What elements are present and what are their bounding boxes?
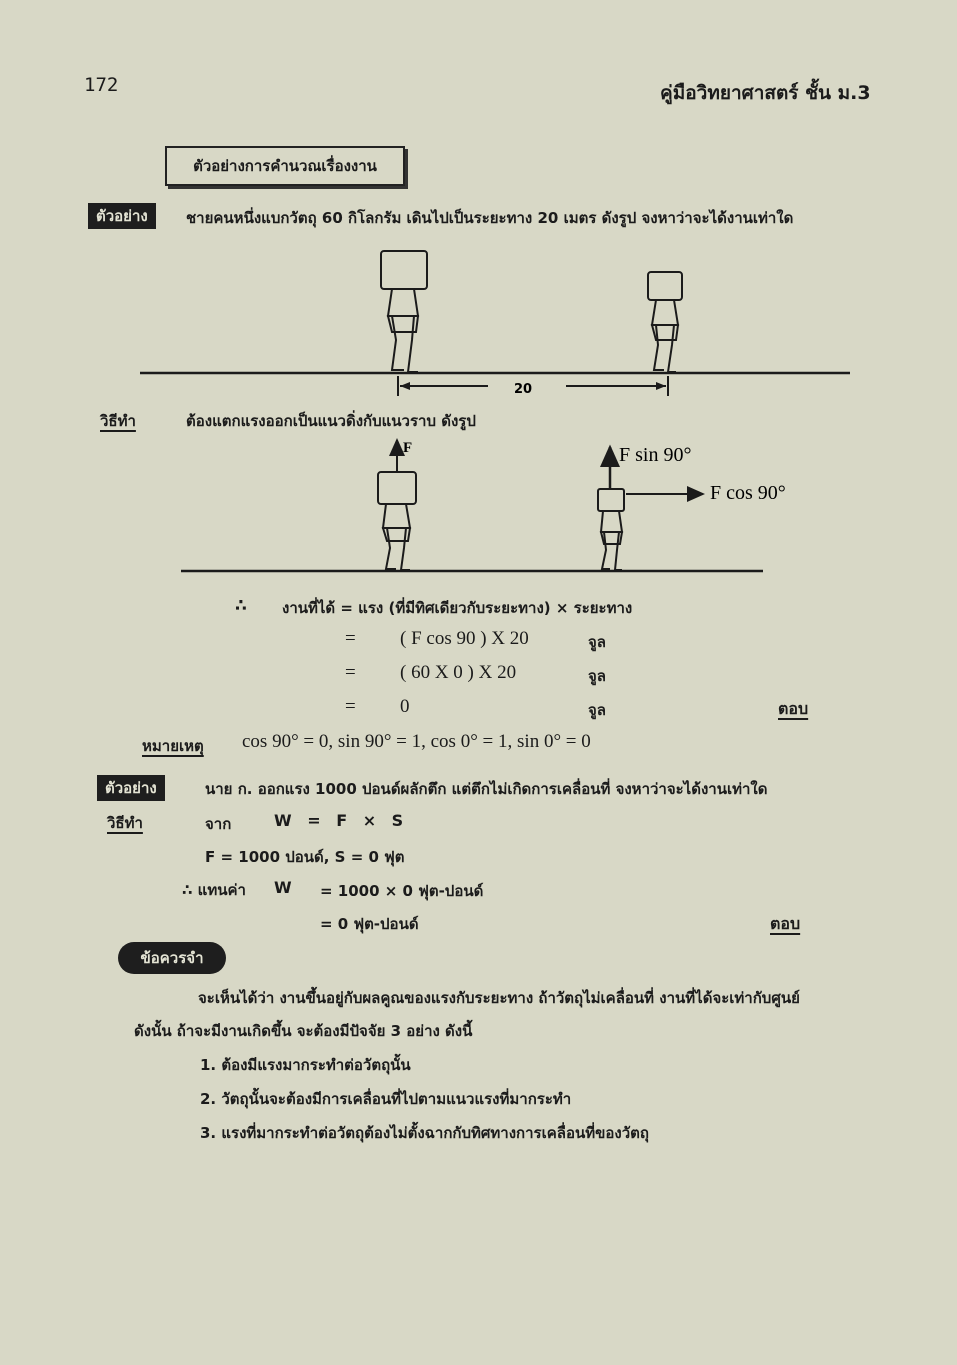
man-with-force [378, 472, 416, 570]
vertical-component-label: F sin 90° [619, 444, 692, 466]
equals-sign: = [345, 628, 356, 649]
running-header: คู่มือวิทยาศาสตร์ ชั้น ม.3 [660, 82, 871, 104]
equals-sign: = [345, 662, 356, 683]
force-label: F [403, 440, 413, 456]
man-carrying-box-start [381, 251, 427, 372]
equals-sign: = [345, 696, 356, 717]
substitute-line-1: = 1000 × 0 ฟุต-ปอนด์ [320, 882, 484, 900]
substitute-label: ∴ แทนค่า [182, 881, 246, 899]
work-symbol: W [274, 878, 292, 897]
substitute-line-2: = 0 ฟุต-ปอนด์ [320, 915, 419, 933]
calc-line-3: 0 [400, 696, 410, 717]
example-question: ชายคนหนึ่งแบกวัตถุ 60 กิโลกรัม เดินไปเป็นระยะทาง 20 เมตร ดังรูป จงหาว่าจะได้งานเท่าใด [186, 209, 794, 227]
reminder-item: 2. วัตถุนั้นจะต้องมีการเคลื่อนที่ไปตามแนวแรงที่มากระทำ [200, 1090, 572, 1108]
work-formula: W = F × S [274, 811, 404, 830]
example-question: นาย ก. ออกแรง 1000 ปอนด์ผลักตึก แต่ตึกไม่เกิดการเคลื่อนที่ จงหาว่าจะได้งานเท่าใด [205, 780, 768, 798]
answer-label: ตอบ [770, 914, 801, 933]
figure-walking-man [140, 251, 850, 397]
note-text: cos 90° = 0, sin 90° = 1, cos 0° = 1, sin 0° = 0 [242, 731, 591, 752]
therefore-symbol: ∴ [235, 596, 247, 616]
note-label: หมายเหตุ [142, 737, 204, 755]
example-tag: ตัวอย่าง [97, 775, 165, 801]
reminder-label: ข้อควรจำ [118, 942, 226, 974]
calc-line-2: ( 60 X 0 ) X 20 [400, 662, 517, 683]
given-values: F = 1000 ปอนด์, S = 0 ฟุต [205, 848, 405, 866]
from-label: จาก [205, 815, 232, 833]
method-label: วิธีทำ [107, 814, 143, 832]
answer-label: ตอบ [778, 699, 809, 718]
unit-joule: จูล [588, 633, 606, 651]
unit-joule: จูล [588, 701, 606, 719]
man-carrying-box-end [648, 272, 682, 372]
example-tag: ตัวอย่าง [88, 203, 156, 229]
unit-joule: จูล [588, 667, 606, 685]
page-number: 172 [84, 74, 119, 96]
man-with-components [598, 489, 624, 570]
method-text: ต้องแตกแรงออกเป็นแนวดิ่งกับแนวราบ ดังรูป [186, 412, 476, 430]
calc-line-1: ( F cos 90 ) X 20 [400, 628, 529, 649]
section-title: ตัวอย่างการคำนวณเรื่องงาน [165, 146, 405, 186]
work-definition: งานที่ได้ = แรง (ที่มีทิศเดียวกับระยะทาง) × ระยะทาง [282, 599, 633, 617]
reminder-paragraph-line-1: จะเห็นได้ว่า งานขึ้นอยู่กับผลคูณของแรงกับระยะทาง ถ้าวัตถุไม่เคลื่อนที่ งานที่ได้จะเท่ากับศูนย์ [198, 989, 800, 1007]
reminder-paragraph-line-2: ดังนั้น ถ้าจะมีงานเกิดขึ้น จะต้องมีปัจจัย 3 อย่าง ดังนี้ [134, 1022, 473, 1040]
distance-label: 20 [514, 382, 533, 397]
figure-force-components [181, 440, 786, 571]
method-label: วิธีทำ [100, 412, 136, 430]
reminder-item: 1. ต้องมีแรงมากระทำต่อวัตถุนั้น [200, 1056, 411, 1074]
reminder-item: 3. แรงที่มากระทำต่อวัตถุต้องไม่ตั้งฉากกับทิศทางการเคลื่อนที่ของวัตถุ [200, 1124, 649, 1142]
horizontal-component-label: F cos 90° [710, 482, 786, 504]
